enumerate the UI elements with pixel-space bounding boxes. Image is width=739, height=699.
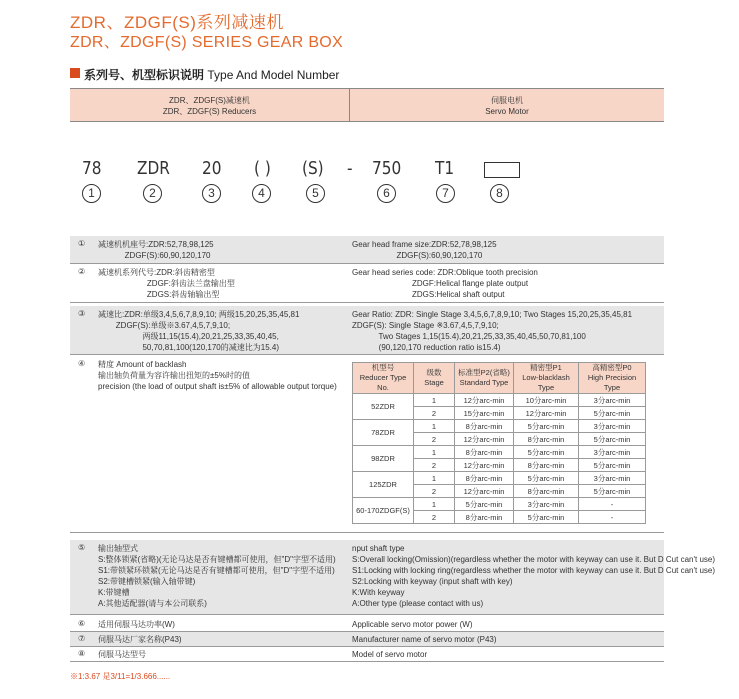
model-cell: 52ZDR	[353, 394, 414, 420]
code-number-6: 6	[377, 184, 396, 203]
spec-row-series	[70, 264, 664, 303]
low-backlash-cell: 8分arc-min	[514, 433, 579, 446]
backlash-table	[352, 362, 646, 524]
code-part-maker: T1	[435, 158, 455, 179]
col-header-standard-cn: 标准型P2(省略)	[458, 368, 510, 377]
table-row	[353, 394, 646, 407]
standard-cell: 12分arc-min	[455, 394, 514, 407]
high-precision-cell: 3分arc-min	[579, 420, 646, 433]
row-text-en: Gear head frame size:ZDR:52,78,98,125 ZDGF(S):60,90,120,170	[352, 240, 497, 260]
standard-cell: 8分arc-min	[455, 472, 514, 485]
low-backlash-cell: 3分arc-min	[514, 498, 579, 511]
row-number: ⑧	[78, 649, 86, 658]
code-part-ratio: 20	[202, 158, 222, 179]
col-header-standard-en: Standard Type	[459, 378, 509, 387]
code-part-shaft: (S)	[302, 158, 324, 179]
row-text-cn: 输出轴型式 S:整体锁紧(省略)(无论马达是否有键槽都可使用，但"D"字型不适用) S1:带锁紧环锁紧(无论马达是否有键槽都可使用，但"D"字型不适用) S2:带键槽锁紧(输入轴带键) K:带键槽 A:其他适配器(请与本公司联系)	[98, 544, 336, 608]
low-backlash-cell: 8分arc-min	[514, 459, 579, 472]
low-backlash-cell: 12分arc-min	[514, 407, 579, 420]
col-header-high-precision	[579, 363, 646, 394]
section-marker	[70, 68, 80, 78]
section-heading-cn: 系列号、机型标识说明	[84, 68, 205, 82]
stage-cell: 2	[414, 511, 455, 524]
col-header-high-precision-cn: 高精密型P0	[592, 363, 632, 372]
high-precision-cell: -	[579, 511, 646, 524]
high-precision-cell: -	[579, 498, 646, 511]
row-text-en: Model of servo motor	[352, 650, 428, 659]
header-table	[70, 88, 664, 122]
standard-cell: 5分arc-min	[455, 498, 514, 511]
row-number: ②	[78, 267, 86, 276]
col-header-model-en: Reducer Type No.	[359, 373, 407, 392]
high-precision-cell: 5分arc-min	[579, 433, 646, 446]
code-number-5: 5	[306, 184, 325, 203]
col-header-low-backlash-cn: 精密型P1	[530, 363, 562, 372]
code-part-precision: ( )	[254, 158, 271, 179]
low-backlash-cell: 10分arc-min	[514, 394, 579, 407]
model-cell: 98ZDR	[353, 446, 414, 472]
header-reducer	[70, 89, 350, 121]
section-heading	[84, 66, 339, 83]
low-backlash-cell: 5分arc-min	[514, 420, 579, 433]
high-precision-cell: 5分arc-min	[579, 459, 646, 472]
footnote: ※1:3.67 是3/11=1/3.666......	[70, 672, 171, 681]
standard-cell: 12分arc-min	[455, 485, 514, 498]
code-number-1: 1	[82, 184, 101, 203]
row-number: ⑦	[78, 634, 86, 643]
high-precision-cell: 5分arc-min	[579, 407, 646, 420]
header-motor-en: Servo Motor	[485, 107, 529, 116]
stage-cell: 2	[414, 407, 455, 420]
spec-row-motor-model	[70, 647, 664, 662]
header-motor	[350, 89, 664, 121]
model-cell: 78ZDR	[353, 420, 414, 446]
spec-row-maker	[70, 632, 664, 647]
col-header-low-backlash-en: Low-blacklash Type	[522, 373, 570, 392]
stage-cell: 2	[414, 459, 455, 472]
standard-cell: 8分arc-min	[455, 446, 514, 459]
table-row	[353, 498, 646, 511]
table-row	[353, 472, 646, 485]
col-header-low-backlash	[514, 363, 579, 394]
row-number: ④	[78, 359, 86, 368]
code-part-motor-box	[484, 162, 520, 178]
stage-cell: 2	[414, 485, 455, 498]
stage-cell: 1	[414, 446, 455, 459]
row-text-cn: 减速机系列代号:ZDR:斜齿精密型 ZDGF:斜齿法兰盘输出型 ZDGS:斜齿轴输出型	[98, 268, 235, 299]
col-header-stage-cn: 级数	[426, 368, 442, 377]
code-part-power: 750	[372, 158, 402, 179]
row-text-cn: 伺服马达厂家名称(P43)	[98, 635, 182, 644]
col-header-model	[353, 363, 414, 394]
high-precision-cell: 3分arc-min	[579, 446, 646, 459]
page-title-en: ZDR、ZDGF(S) SERIES GEAR BOX	[70, 34, 344, 51]
model-cell: 60-170ZDGF(S)	[353, 498, 414, 524]
col-header-stage-en: Stage	[424, 378, 444, 387]
spec-row-power	[70, 617, 664, 632]
low-backlash-cell: 5分arc-min	[514, 446, 579, 459]
row-text-cn: 伺服马达型号	[98, 650, 146, 659]
high-precision-cell: 5分arc-min	[579, 485, 646, 498]
row-text-cn: 减速比:ZDR:单级3,4,5,6,7,8,9,10; 两级15,20,25,35,45,81 ZDGF(S):单级※3.67,4,5,7,9,10; 两级11,15(15.4),20,21,25,33,35,40,45, 50,70,81,100(120,170的减速比为15.4)	[98, 310, 300, 352]
row-text-en: Gear head series code: ZDR:Oblique tooth precision ZDGF:Helical flange plate output ZDGS:Helical shaft output	[352, 268, 538, 299]
col-header-stage	[414, 363, 455, 394]
standard-cell: 8分arc-min	[455, 420, 514, 433]
code-number-2: 2	[143, 184, 162, 203]
col-header-high-precision-en: High Precision Type	[587, 373, 637, 392]
standard-cell: 12分arc-min	[455, 459, 514, 472]
low-backlash-cell: 5分arc-min	[514, 511, 579, 524]
row-number: ①	[78, 239, 86, 248]
table-row	[353, 446, 646, 459]
row-number: ⑤	[78, 543, 86, 552]
code-part-dash: -	[347, 158, 353, 179]
row-text: 精度 Amount of backlash 输出轴负荷量为容许输出扭矩的±5%时的值 precision (the load of output shaft is±5% of allowable output torque)	[98, 360, 337, 391]
col-header-model-cn: 机型号	[371, 363, 395, 372]
model-cell: 125ZDR	[353, 472, 414, 498]
high-precision-cell: 3分arc-min	[579, 394, 646, 407]
standard-cell: 12分arc-min	[455, 433, 514, 446]
standard-cell: 15分arc-min	[455, 407, 514, 420]
row-number: ⑥	[78, 619, 86, 628]
header-reducer-en: ZDR、ZDGF(S) Reducers	[162, 107, 257, 116]
row-text-cn: 适用伺服马达功率(W)	[98, 620, 175, 629]
row-text-cn: 减速机机座号:ZDR:52,78,98,125 ZDGF(S):60,90,120,170	[98, 240, 214, 260]
high-precision-cell: 3分arc-min	[579, 472, 646, 485]
code-number-7: 7	[436, 184, 455, 203]
header-reducer-cn: ZDR、ZDGF(S)减速机	[169, 96, 250, 105]
row-text-en: Manufacturer name of servo motor (P43)	[352, 635, 497, 644]
code-number-4: 4	[252, 184, 271, 203]
row-text-en: nput shaft type S:Overall locking(Omission)(regardless whether the motor with keyway can use it. But D Cut can't use) S1:Locking with locking ring(regardless whether the motor with keyway can use it. But D Cut can't use) S2:Locking with keyway (input shaft with key) K:With keyway A:Other type (please contact with us)	[352, 544, 716, 608]
spec-row-shaft	[70, 540, 716, 615]
section-heading-en: Type And Model Number	[207, 68, 340, 82]
spec-row-ratio	[70, 306, 664, 355]
code-number-8: 8	[490, 184, 509, 203]
header-motor-cn: 伺服电机	[491, 96, 523, 105]
page-title-cn: ZDR、ZDGF(S)系列减速机	[70, 13, 284, 32]
stage-cell: 2	[414, 433, 455, 446]
low-backlash-cell: 8分arc-min	[514, 485, 579, 498]
stage-cell: 1	[414, 394, 455, 407]
code-number-3: 3	[202, 184, 221, 203]
spec-row-frame	[70, 236, 664, 264]
row-text-en: Applicable servo motor power (W)	[352, 620, 473, 629]
standard-cell: 8分arc-min	[455, 511, 514, 524]
code-part-series: ZDR	[137, 158, 170, 179]
row-text-en: Gear Ratio: ZDR: Single Stage 3,4,5,6,7,8,9,10; Two Stages 15,20,25,35,45,81 ZDGF(S): Single Stage ※3.67,4,5,7,9,10; Two Stages 1,15(15.4),20,21,25,33,35,40,45,50,70,81,100 (90,120,170 reduction ratio is15.4)	[352, 310, 633, 352]
spec-row-backlash	[70, 356, 664, 533]
stage-cell: 1	[414, 472, 455, 485]
code-part-frame: 78	[82, 158, 102, 179]
col-header-standard	[455, 363, 514, 394]
low-backlash-cell: 5分arc-min	[514, 472, 579, 485]
stage-cell: 1	[414, 498, 455, 511]
row-number: ③	[78, 309, 86, 318]
stage-cell: 1	[414, 420, 455, 433]
table-row	[353, 420, 646, 433]
